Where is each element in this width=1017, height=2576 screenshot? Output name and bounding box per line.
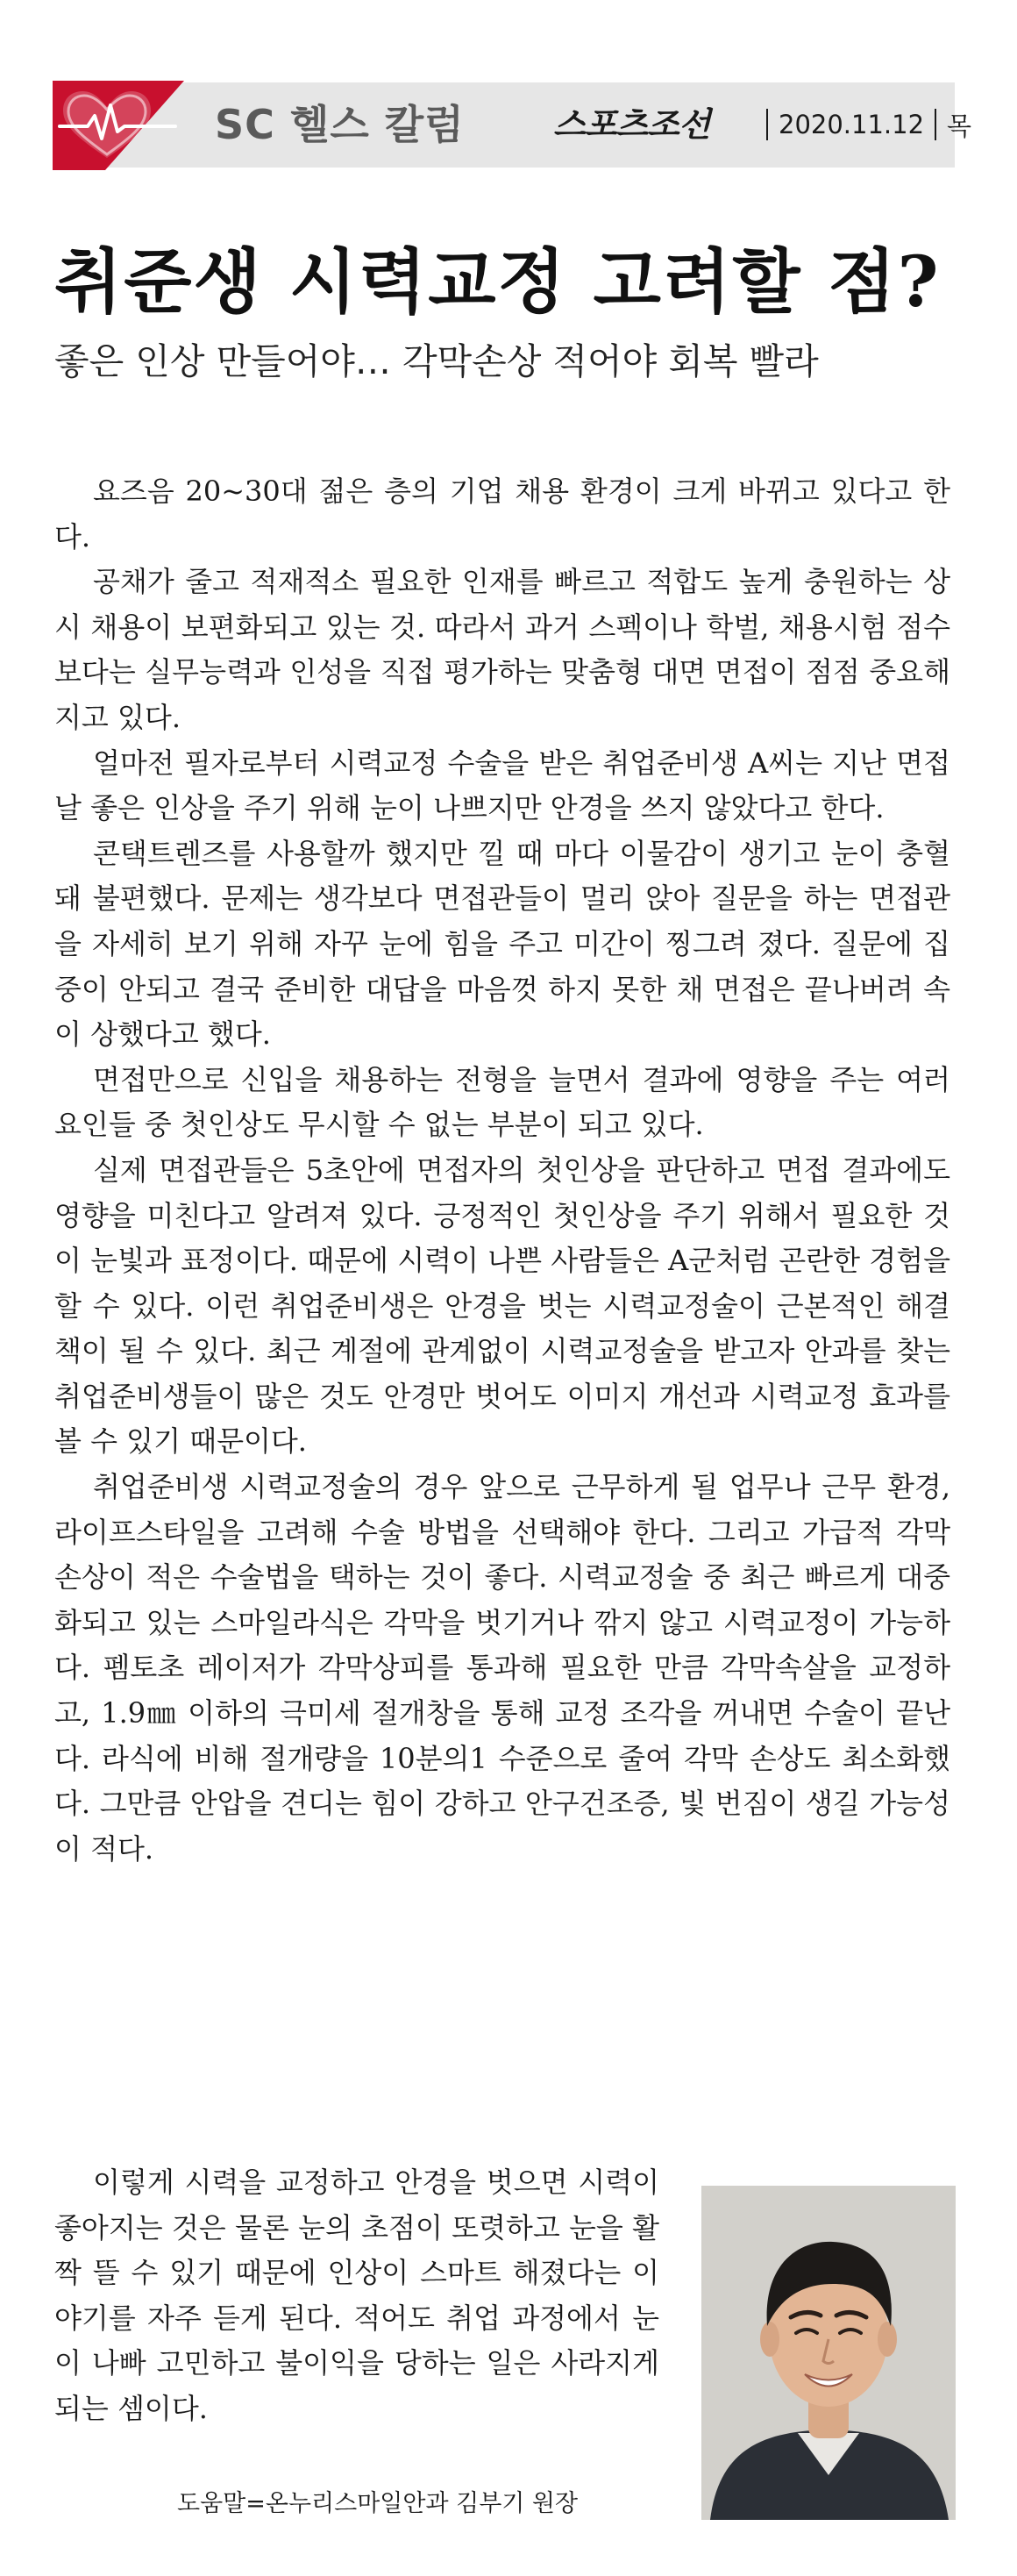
article-paragraph: 얼마전 필자로부터 시력교정 수술을 받은 취업준비생 A씨는 지난 면접 날 좋은 인상을 주기 위해 눈이 나쁘지만 안경을 쓰지 않았다고 한다. [54,746,950,825]
article-headline: 취준생 시력교정 고려할 점? [54,240,941,323]
column-title: SC 헬스 칼럼 [215,101,465,148]
article-body [54,469,950,1872]
divider [935,109,936,140]
article-paragraph: 취업준비생 시력교정술의 경우 앞으로 근무하게 될 업무나 근무 환경, 라이프스타일을 고려해 수술 방법을 선택해야 한다. 그리고 가급적 각막 손상이 적은 수술법을 택하는 것이 좋다. 시력교정술 중 최근 빠르게 대중화되고 있는 스마일라식은 각막을 벗기거나 깎지 않고 시력교정이 가능하다. 펨토초 레이저가 각막상피를 통과해 필요한 만큼 각막속살을 교정하고, 1.9㎜ 이하의 극미세 절개창을 통해 교정 조각을 꺼내면 수술이 끝난다. 라식에 비해 절개량을 10분의1 수준으로 줄여 각막 손상도 최소화했다. 그만큼 안압을 견디는 힘이 강하고 안구건조증, 빛 번짐이 생길 가능성이 적다. [54,1470,950,1866]
publication-date: 2020.11.12 [779,110,925,139]
newspaper-logo: 스포츠조선 [553,105,710,144]
publication-weekday: 목 [947,111,972,141]
article-paragraph: 이렇게 시력을 교정하고 안경을 벗으면 시력이 좋아지는 것은 물론 눈의 초점이 또렷하고 눈을 활짝 뜰 수 있기 때문에 인상이 스마트 해졌다는 이야기를 자주 듣게 된다. 적어도 취업 과정에서 눈이 나빠 고민하고 불이익을 당하는 일은 사라지게 되는 셈이다. [54,2166,659,2425]
article-paragraph: 콘택트렌즈를 사용할까 했지만 낄 때 마다 이물감이 생기고 눈이 충혈돼 불편했다. 문제는 생각보다 면접관들이 멀리 앉아 질문을 하는 면접관을 자세히 보기 위해 자꾸 눈에 힘을 주고 미간이 찡그려 졌다. 질문에 집중이 안되고 결국 준비한 대답을 마음껏 하지 못한 채 면접은 끝나버려 속이 상했다고 했다. [54,836,950,1052]
article-paragraph: 공채가 줄고 적재적소 필요한 인재를 빠르고 적합도 높게 충원하는 상시 채용이 보편화되고 있는 것. 따라서 과거 스펙이나 학벌, 채용시험 점수 보다는 실무능력과 인성을 직접 평가하는 맞춤형 대면 면접이 점점 중요해지고 있다. [54,565,950,734]
publication-date-group [756,107,971,142]
article-paragraph: 요즈음 20~30대 젊은 층의 기업 채용 환경이 크게 바뀌고 있다고 한다. [54,475,950,553]
article-credit: 도움말=온누리스마일안과 김부기 원장 [177,2490,579,2517]
heart-pulse-icon [53,81,184,170]
article-paragraph: 실제 면접관들은 5초안에 면접자의 첫인상을 판단하고 면접 결과에도 영향을 미친다고 알려져 있다. 긍정적인 첫인상을 주기 위해서 필요한 것이 눈빛과 표정이다. 때문에 시력이 나쁜 사람들은 A군처럼 곤란한 경험을 할 수 있다. 이런 취업준비생은 안경을 벗는 시력교정술이 근본적인 해결책이 될 수 있다. 최근 계절에 관계없이 시력교정술을 받고자 안과를 찾는 취업준비생들이 많은 것도 안경만 벗어도 이미지 개선과 시력교정 효과를 볼 수 있기 때문이다. [54,1152,950,1459]
article-paragraph: 면접만으로 신입을 채용하는 전형을 늘면서 결과에 영향을 주는 여러 요인들 중 첫인상도 무시할 수 없는 부분이 되고 있다. [54,1062,950,1142]
doctor-portrait [701,2186,956,2520]
article-closing [54,2160,659,2432]
article-subhead: 좋은 인상 만들어야… 각막손상 적어야 회복 빨라 [54,340,819,382]
divider [766,109,768,140]
